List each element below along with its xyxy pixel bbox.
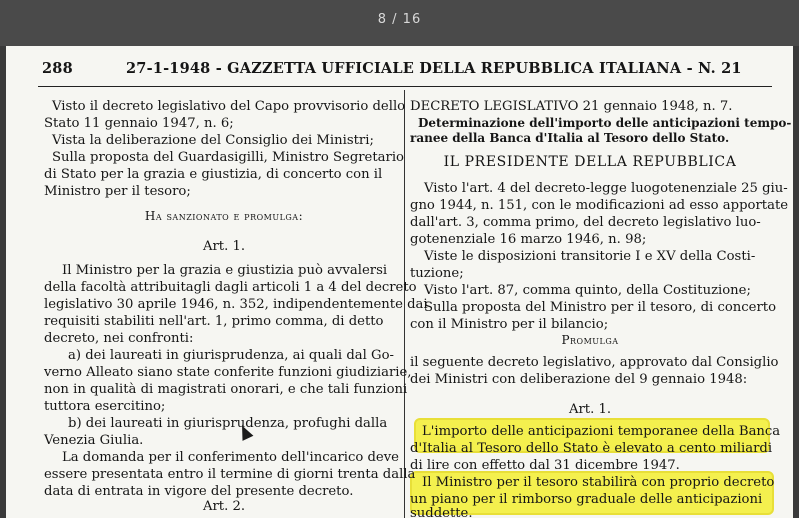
highlighted-line: L'importo delle anticipazioni temporanee della Banca bbox=[422, 424, 781, 439]
text-line: Il Ministro per la grazia e giustizia può avvalersi bbox=[62, 263, 388, 278]
viewer-toolbar bbox=[0, 0, 799, 46]
text-line: il seguente decreto legislativo, approvato dal Consiglio bbox=[410, 355, 779, 370]
text-line: tuzione; bbox=[410, 266, 464, 281]
text-line: dall'art. 3, comma primo, del decreto legislativo luo- bbox=[410, 215, 761, 230]
text-line: legislativo 30 aprile 1946, n. 352, indipendentemente dai bbox=[44, 297, 428, 312]
text-line: a) dei laureati in giurisprudenza, ai quali dal Go- bbox=[68, 348, 394, 363]
text-line: essere presentata entro il termine di giorni trenta dalla bbox=[44, 467, 416, 482]
text-line: dei Ministri con deliberazione del 9 gennaio 1948: bbox=[410, 372, 748, 387]
text-line: di Stato per la grazia e giustizia, di concerto con il bbox=[44, 167, 383, 182]
text-line: gno 1944, n. 151, con le modificazioni ad esso apportate bbox=[410, 198, 789, 213]
text-line: Visto l'art. 87, comma quinto, della Costituzione; bbox=[424, 283, 751, 298]
sanction-formula: Ha sanzionato e promulga: bbox=[144, 209, 304, 223]
text-line: Ministro per il tesoro; bbox=[44, 184, 191, 199]
text-line: Visto il decreto legislativo del Capo provvisorio dello bbox=[52, 99, 406, 114]
header-title: 27-1-1948 - GAZZETTA UFFICIALE DELLA REPUBBLICA ITALIANA - N. 21 bbox=[126, 60, 742, 77]
text-line: b) dei laureati in giurisprudenza, profughi dalla bbox=[68, 416, 388, 431]
text-line: data di entrata in vigore del presente decreto. bbox=[44, 484, 354, 499]
text-line: della facoltà attribuitagli dagli articoli 1 a 4 del decreto bbox=[44, 280, 417, 295]
text-line: decreto, nei confronti: bbox=[44, 331, 194, 346]
text-line: Viste le disposizioni transitorie I e XV della Costi- bbox=[424, 249, 756, 264]
text-line: tuttora esercitino; bbox=[44, 399, 166, 414]
text-line: Vista la deliberazione del Consiglio dei Ministri; bbox=[52, 133, 374, 148]
page-number: 288 bbox=[42, 60, 73, 77]
page-header bbox=[42, 60, 782, 82]
decree-title: DECRETO LEGISLATIVO 21 gennaio 1948, n. 7. bbox=[410, 99, 733, 114]
text-line: non in qualità di magistrati onorari, e che tali funzioni bbox=[44, 382, 408, 397]
text-line: Visto l'art. 4 del decreto-legge luogotenenziale 25 giu- bbox=[424, 181, 788, 196]
promulga-formula: Promulga bbox=[561, 333, 619, 347]
article-heading: Art. 2. bbox=[202, 499, 246, 514]
text-line: verno Alleato siano state conferite funzioni giudiziarie, bbox=[44, 365, 412, 380]
highlighted-line: Il Ministro per il tesoro stabilirà con proprio decreto bbox=[422, 475, 775, 490]
text-line: Sulla proposta del Ministro per il tesoro, di concerto bbox=[424, 300, 777, 315]
text-line: con il Ministro per il bilancio; bbox=[410, 317, 609, 332]
highlighted-line: suddette. bbox=[410, 506, 473, 518]
highlighted-line: d'Italia al Tesoro dello Stato è elevato a cento miliardi bbox=[410, 441, 773, 456]
text-line: Venezia Giulia. bbox=[44, 433, 144, 448]
text-line: Sulla proposta del Guardasigilli, Ministro Segretario bbox=[52, 150, 404, 165]
text-line: di lire con effetto dal 31 dicembre 1947. bbox=[410, 458, 680, 473]
decree-subject: ranee della Banca d'Italia al Tesoro dello Stato. bbox=[410, 131, 730, 145]
document-page[interactable] bbox=[6, 46, 793, 518]
header-rule bbox=[38, 86, 772, 87]
article-heading: Art. 1. bbox=[568, 402, 612, 417]
decree-subject: Determinazione dell'importo delle anticipazioni tempo- bbox=[418, 116, 792, 130]
article-heading: Art. 1. bbox=[202, 239, 246, 254]
text-line: Stato 11 gennaio 1947, n. 6; bbox=[44, 116, 234, 131]
president-heading: IL PRESIDENTE DELLA REPUBBLICA bbox=[443, 154, 737, 170]
highlighted-line: un piano per il rimborso graduale delle anticipazioni bbox=[410, 492, 763, 507]
page-counter: 8 / 16 bbox=[377, 12, 422, 27]
text-line: gotenenziale 16 marzo 1946, n. 98; bbox=[410, 232, 647, 247]
text-line: requisiti stabiliti nell'art. 1, primo comma, di detto bbox=[44, 314, 384, 329]
text-line: La domanda per il conferimento dell'incarico deve bbox=[62, 450, 399, 465]
